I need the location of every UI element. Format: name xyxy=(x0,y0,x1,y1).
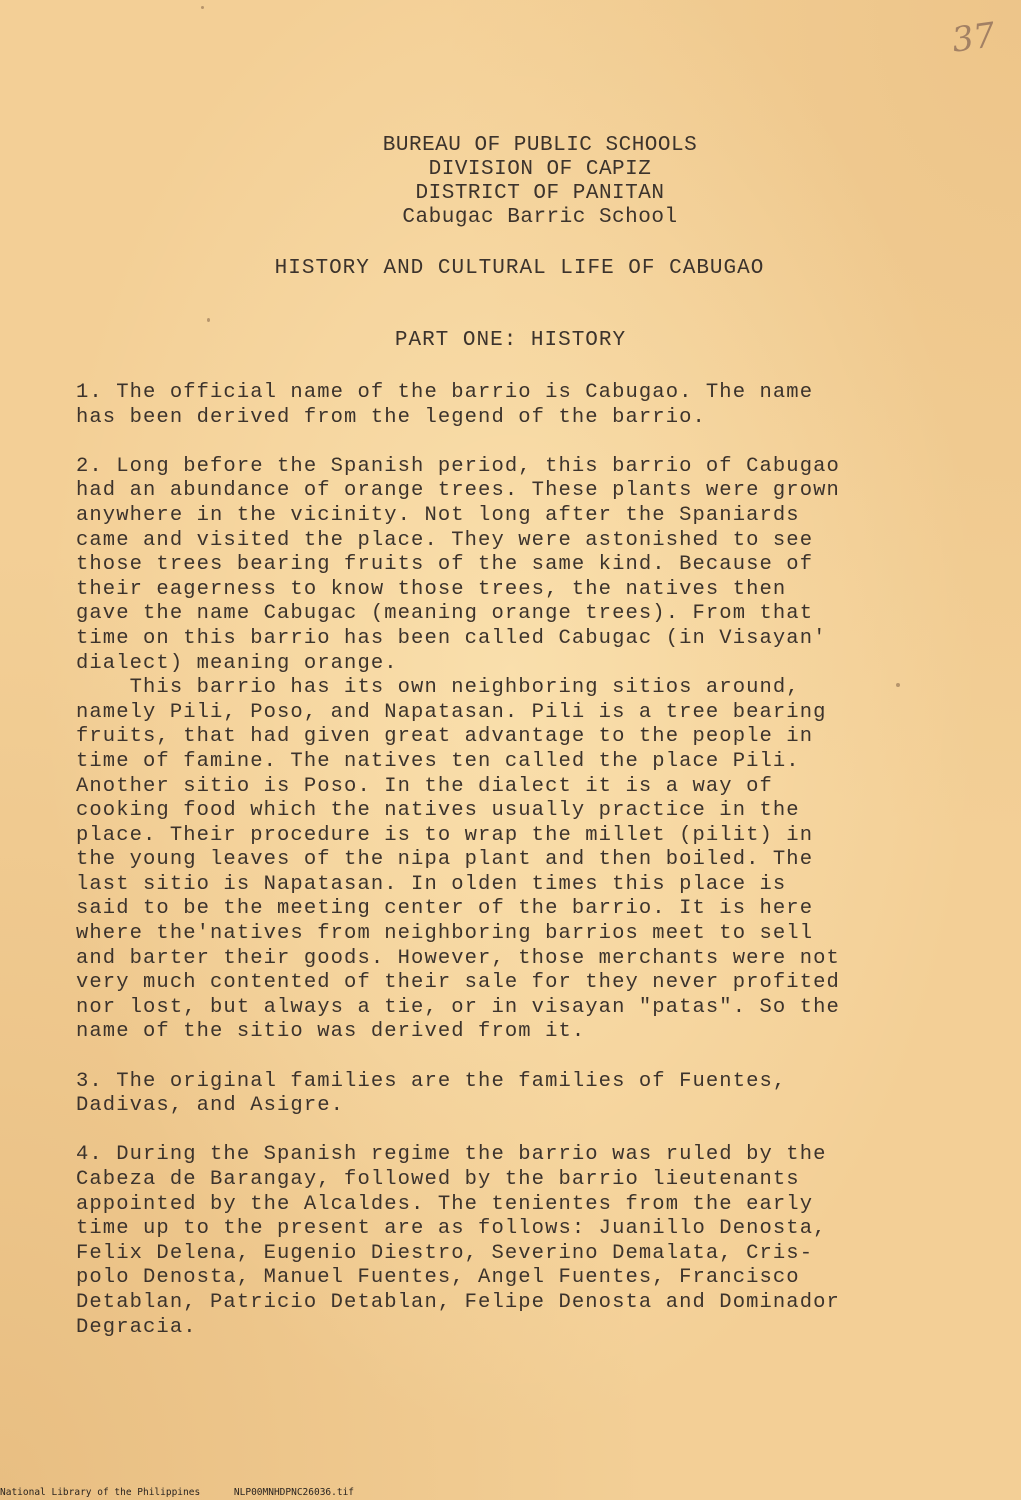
header-bureau: BUREAU OF PUBLIC SCHOOLS xyxy=(382,134,698,157)
text-line: polo Denosta, Manuel Fuentes, Angel Fuentes, Francisco xyxy=(76,1266,800,1290)
text-line: Cabeza de Barangay, followed by the barrio lieutenants xyxy=(76,1168,800,1191)
paper-speck xyxy=(896,683,900,687)
text-line: 1. The official name of the barrio is Cabugao. The name xyxy=(76,381,814,404)
paragraph-1 xyxy=(76,381,956,430)
document-title: HISTORY AND CULTURAL LIFE OF CABUGAO xyxy=(274,257,765,280)
header-school: Cabugac Barric School xyxy=(402,206,678,229)
text-line: nor lost, but always a tie, or in visayan "patas". So the xyxy=(76,995,840,1019)
text-line: place. Their procedure is to wrap the millet (pilit) in xyxy=(76,823,814,847)
header-division: DIVISION OF CAPIZ xyxy=(428,158,652,181)
text-line: Felix Delena, Eugenio Diestro, Severino Demalata, Cris- xyxy=(76,1241,814,1265)
paper-speck xyxy=(207,318,210,322)
text-line: those trees bearing fruits of the same kind. Because of xyxy=(76,553,814,577)
paragraph-2 xyxy=(76,455,956,676)
text-line: This barrio has its own neighboring sitios around, xyxy=(76,676,800,700)
text-line: time up to the present are as follows: Juanillo Denosta, xyxy=(76,1217,827,1241)
text-line: gave the name Cabugac (meaning orange trees). From that xyxy=(76,602,814,626)
text-line: dialect) meaning orange. xyxy=(76,651,398,675)
footer-filename: NLP00MNHDPNC26036.tif xyxy=(233,1487,355,1498)
text-line: has been derived from the legend of the barrio. xyxy=(76,405,706,429)
text-line: and barter their goods. However, those merchants were not xyxy=(76,946,840,970)
handwritten-page-number: 37 xyxy=(949,15,998,61)
text-line: the young leaves of the nipa plant and then boiled. The xyxy=(76,848,814,872)
document-body xyxy=(76,381,956,1365)
text-line: said to be the meeting center of the barrio. It is here xyxy=(76,897,814,921)
paragraph-2-continued xyxy=(76,676,956,1045)
text-line: 4. During the Spanish regime the barrio was ruled by the xyxy=(76,1143,827,1167)
text-line: time of famine. The natives ten called the place Pili. xyxy=(76,749,800,773)
section-title: PART ONE: HISTORY xyxy=(394,329,627,352)
text-line: namely Pili, Poso, and Napatasan. Pili is a tree bearing xyxy=(76,700,827,724)
text-line: very much contented of their sale for they never profited xyxy=(76,971,840,995)
text-line: appointed by the Alcaldes. The tenientes from the early xyxy=(76,1192,814,1216)
header-district: DISTRICT OF PANITAN xyxy=(415,182,665,205)
text-line: last sitio is Napatasan. In olden times this place is xyxy=(76,872,787,896)
paragraph-3 xyxy=(76,1070,956,1119)
text-line: Detablan, Patricio Detablan, Felipe Denosta and Dominador xyxy=(76,1290,840,1314)
text-line: fruits, that had given great advantage to the people in xyxy=(76,725,814,749)
scan-footer xyxy=(0,1487,382,1498)
text-line: anywhere in the vicinity. Not long after the Spaniards xyxy=(76,503,800,527)
text-line: had an abundance of orange trees. These plants were grown xyxy=(76,479,840,503)
text-line: Dadivas, and Asigre. xyxy=(76,1094,345,1118)
text-line: came and visited the place. They were astonished to see xyxy=(76,528,814,552)
text-line: Another sitio is Poso. In the dialect it is a way of xyxy=(76,774,773,798)
text-line: where the'natives from neighboring barrios meet to sell xyxy=(76,922,814,946)
text-line: name of the sitio was derived from it. xyxy=(76,1020,586,1044)
document-header xyxy=(360,134,720,230)
text-line: 2. Long before the Spanish period, this barrio of Cabugao xyxy=(76,454,840,478)
text-line: cooking food which the natives usually practice in the xyxy=(76,799,800,823)
paragraph-4 xyxy=(76,1143,956,1340)
text-line: their eagerness to know those trees, the natives then xyxy=(76,577,787,601)
text-line: 3. The original families are the families of Fuentes, xyxy=(76,1069,787,1093)
footer-institution: National Library of the Philippines xyxy=(0,1487,201,1498)
text-line: time on this barrio has been called Cabugac (in Visayan' xyxy=(76,626,827,650)
text-line: Degracia. xyxy=(76,1315,197,1339)
paper-speck xyxy=(201,6,204,9)
